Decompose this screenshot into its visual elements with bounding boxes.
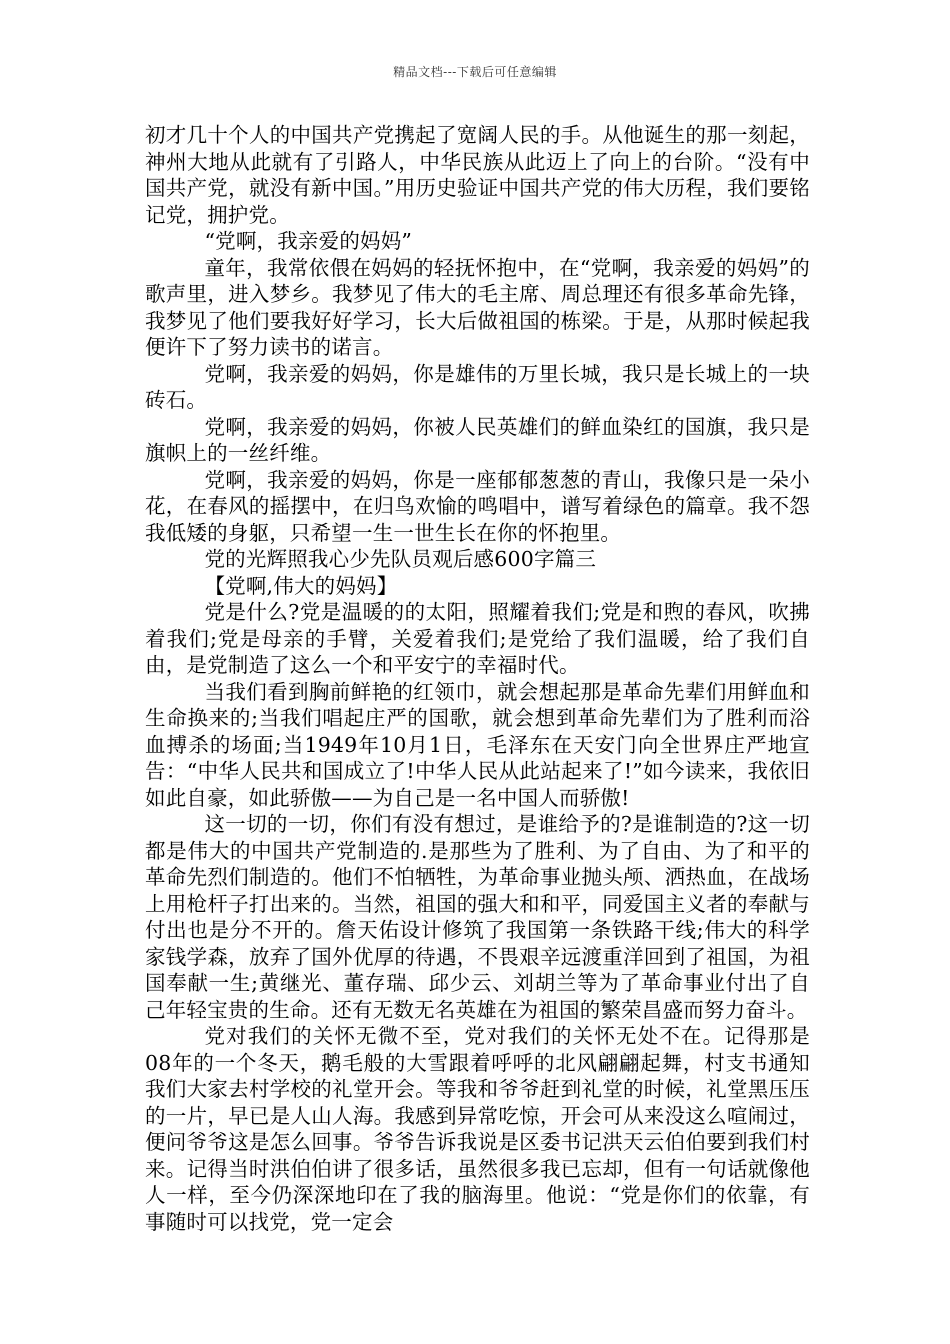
paragraph: 党啊，我亲爱的妈妈，你被人民英雄们的鲜血染红的国旗，我只是旗帜上的一丝纤维。: [145, 414, 810, 465]
paragraph: 初才几十个人的中国共产党携起了宽阔人民的手。从他诞生的那一刻起，神州大地从此就有了引路人，中华民族从此迈上了向上的台阶。“没有中国共产党，就没有新中国。”用历史验证中国共产党的伟大历程，我们要铭记党，拥护党。: [145, 123, 810, 227]
paragraph: 党是什么?党是温暖的的太阳，照耀着我们;党是和煦的春风，吹拂着我们;党是母亲的手臂，关爱着我们;是党给了我们温暖，给了我们自由，是党制造了这么一个和平安宁的幸福时代。: [145, 600, 810, 677]
section-heading: “党啊，我亲爱的妈妈”: [204, 229, 413, 253]
paragraph: 党对我们的关怀无微不至，党对我们的关怀无处不在。记得那是08年的一个冬天，鹅毛般的大雪跟着呼呼的北风翩翩起舞，村支书通知我们大家去村学校的礼堂开会。等我和爷爷赶到礼堂的时候，礼堂黑压压的一片，早已是人山人海。我感到异常吃惊，开会可从来没这么喧闹过，便问爷爷这是怎么回事。爷爷告诉我说是区委书记洪天云伯伯要到我们村来。记得当时洪伯伯讲了很多话，虽然很多我已忘却，但有一句话就像他人一样，至今仍深深地印在了我的脑海里。他说：“党是你们的依靠，有事随时可以找党，党一定会: [145, 1024, 810, 1234]
page-header: 精品文档---下载后可任意编辑: [393, 65, 557, 79]
paragraph: 党啊，我亲爱的妈妈，你是雄伟的万里长城，我只是长城上的一块砖石。: [145, 361, 810, 412]
article-body: [145, 122, 810, 1235]
paragraph: 这一切的一切，你们有没有想过，是谁给予的?是谁制造的?这一切都是伟大的中国共产党制造的.是那些为了胜利、为了自由、为了和平的革命先烈们制造的。他们不怕牺牲，为革命事业抛头颅、洒热血，在战场上用枪杆子打出来的。当然，祖国的强大和和平，同爱国主义者的奉献与付出也是分不开的。詹天佑设计修筑了我国第一条铁路干线;伟大的科学家钱学森，放弃了国外优厚的待遇，不畏艰辛远渡重洋回到了祖国，为祖国奉献一生;黄继光、董存瑞、邱少云、刘胡兰等为了革命事业付出了自己年轻宝贵的生命。还有无数无名英雄在为祖国的繁荣昌盛而努力奋斗。: [145, 812, 810, 1022]
section-title: 党的光辉照我心少先队员观后感600字篇三: [204, 547, 597, 571]
paragraph: 党啊，我亲爱的妈妈，你是一座郁郁葱葱的青山，我像只是一朵小花，在春风的摇摆中，在归鸟欢愉的鸣唱中，谱写着绿色的篇章。我不怨我低矮的身躯，只希望一生一世生长在你的怀抱里。: [145, 467, 810, 545]
section-heading: 【党啊,伟大的妈妈】: [204, 573, 398, 598]
paragraph: 童年，我常依偎在妈妈的轻抚怀抱中，在“党啊，我亲爱的妈妈”的歌声里，进入梦乡。我梦见了伟大的毛主席、周总理还有很多革命先锋，我梦见了他们要我好好学习，长大后做祖国的栋梁。于是，从那时候起我便许下了努力读书的诺言。: [145, 255, 810, 359]
paragraph: 当我们看到胸前鲜艳的红领巾，就会想起那是革命先辈们用鲜血和生命换来的;当我们唱起庄严的国歌，就会想到革命先辈们为了胜利而浴血搏杀的场面;当1949年10月1日，毛泽东在天安门向全世界庄严地宣告：“中华人民共和国成立了!中华人民从此站起来了!”如今读来，我依旧如此自豪，如此骄傲——为自己是一名中国人而骄傲!: [145, 679, 810, 810]
